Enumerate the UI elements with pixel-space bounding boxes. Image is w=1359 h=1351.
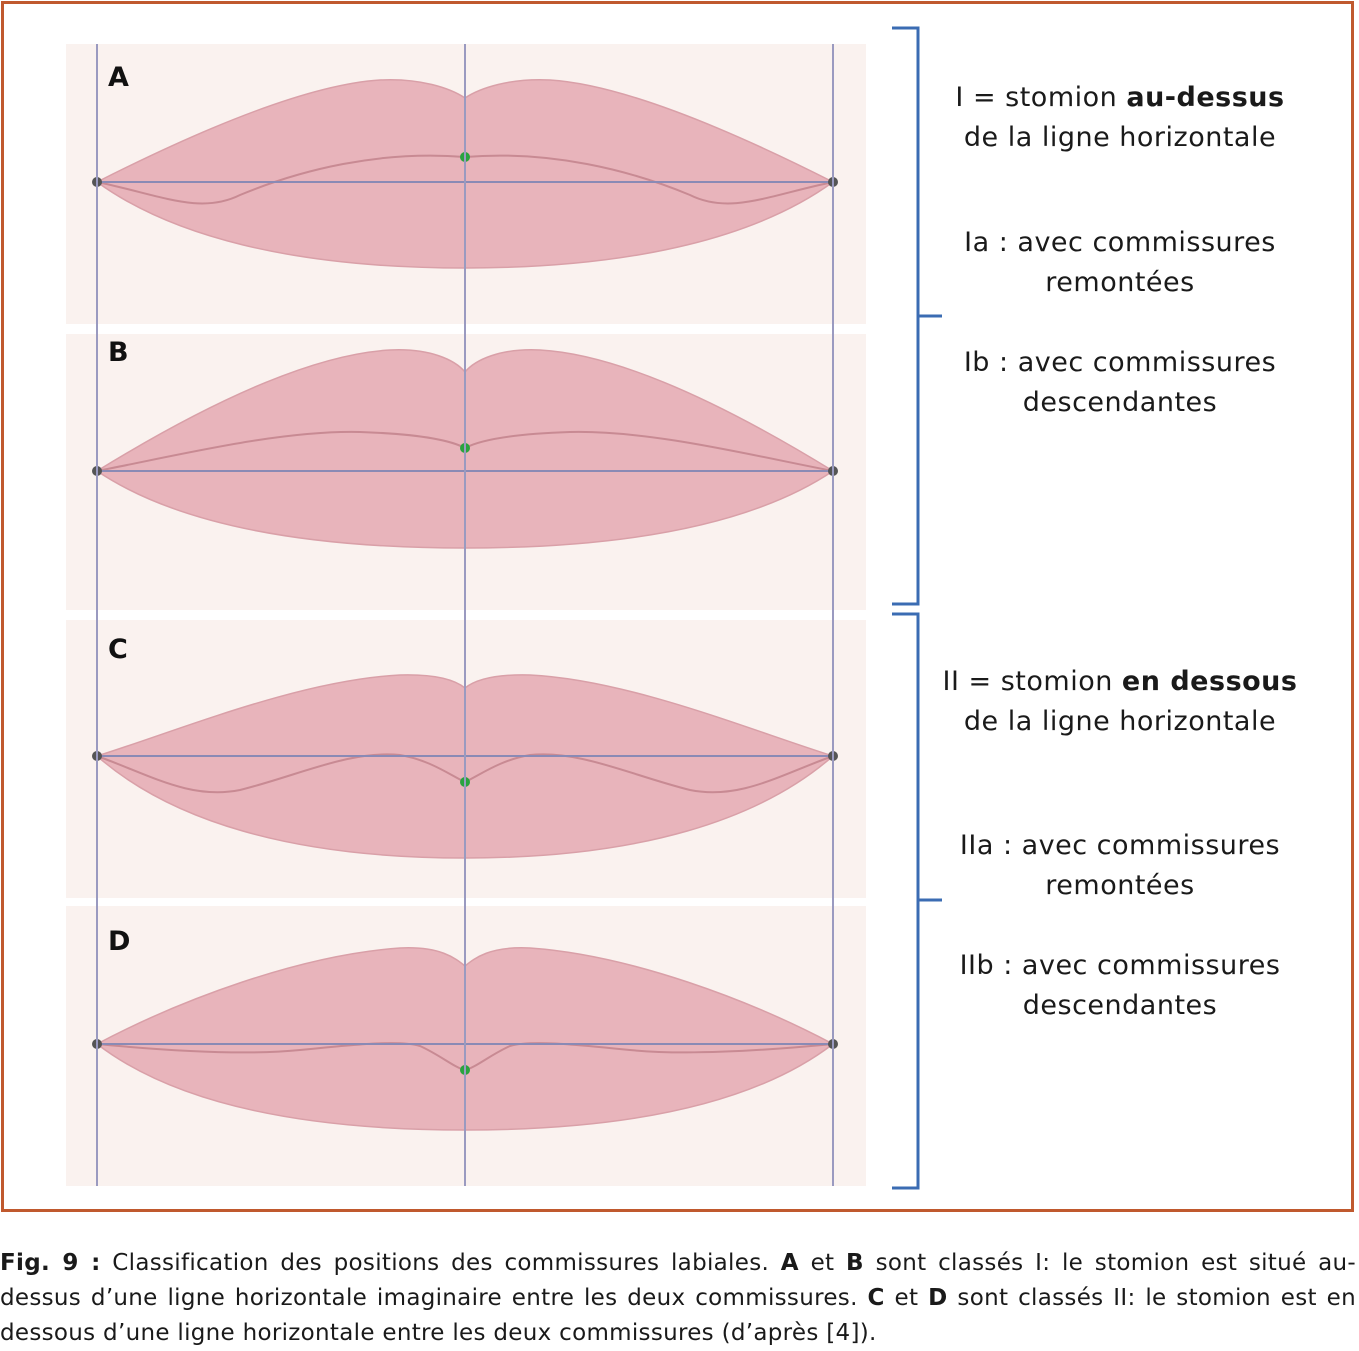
caption-text-4: et — [884, 1285, 929, 1311]
class-iib-line2: descendantes — [1022, 990, 1218, 1021]
caption-text-1: Classification des positions des commissures labiales. — [100, 1250, 781, 1276]
class-iia-line1: IIa : avec commissures — [959, 830, 1281, 861]
caption-fig-label: Fig. 9 : — [0, 1250, 101, 1276]
class-iia-description — [920, 826, 1320, 906]
panel-d-label: D — [108, 926, 131, 957]
class-i-title-prefix: I = stomion — [955, 82, 1127, 113]
class-ia-description — [920, 223, 1320, 303]
class-ia-line1: Ia : avec commissures — [964, 227, 1276, 258]
caption-text-2: et — [798, 1250, 847, 1276]
caption-ref-d: D — [928, 1285, 948, 1311]
class-iib-description — [920, 946, 1320, 1026]
class-ii-title-line2: de la ligne horizontale — [963, 706, 1277, 737]
caption-ref-b: B — [846, 1250, 864, 1276]
panel-c-label: C — [108, 634, 128, 665]
class-ia-line2: remontées — [1045, 267, 1195, 298]
class-iia-line2: remontées — [1045, 870, 1195, 901]
class-ii-title — [920, 662, 1320, 742]
class-iib-line1: IIb : avec commissures — [959, 950, 1281, 981]
caption-ref-a: A — [780, 1250, 799, 1276]
class-ib-line2: descendantes — [1022, 387, 1218, 418]
caption-text-3: sont classés I: le stomion est situé au-dessus d’une ligne horizontale imaginaire entre les deux commissures. — [0, 1250, 1356, 1311]
class-ib-line1: Ib : avec commissures — [963, 347, 1277, 378]
caption-text-5: sont classés II: le stomion est en dessous d’une ligne horizontale entre les deux commissures (d’après [4]). — [0, 1285, 1356, 1346]
figure-caption — [0, 1246, 1356, 1351]
caption-ref-c: C — [867, 1285, 885, 1311]
class-ii-title-prefix: II = stomion — [942, 666, 1122, 697]
class-i-title — [920, 78, 1320, 158]
class-i-title-line2: de la ligne horizontale — [963, 122, 1277, 153]
class-i-title-bold: au-dessus — [1126, 82, 1285, 113]
class-ii-title-bold: en dessous — [1121, 666, 1298, 697]
panel-b-label: B — [108, 337, 129, 368]
panel-a-label: A — [108, 62, 129, 93]
class-ib-description — [920, 343, 1320, 423]
